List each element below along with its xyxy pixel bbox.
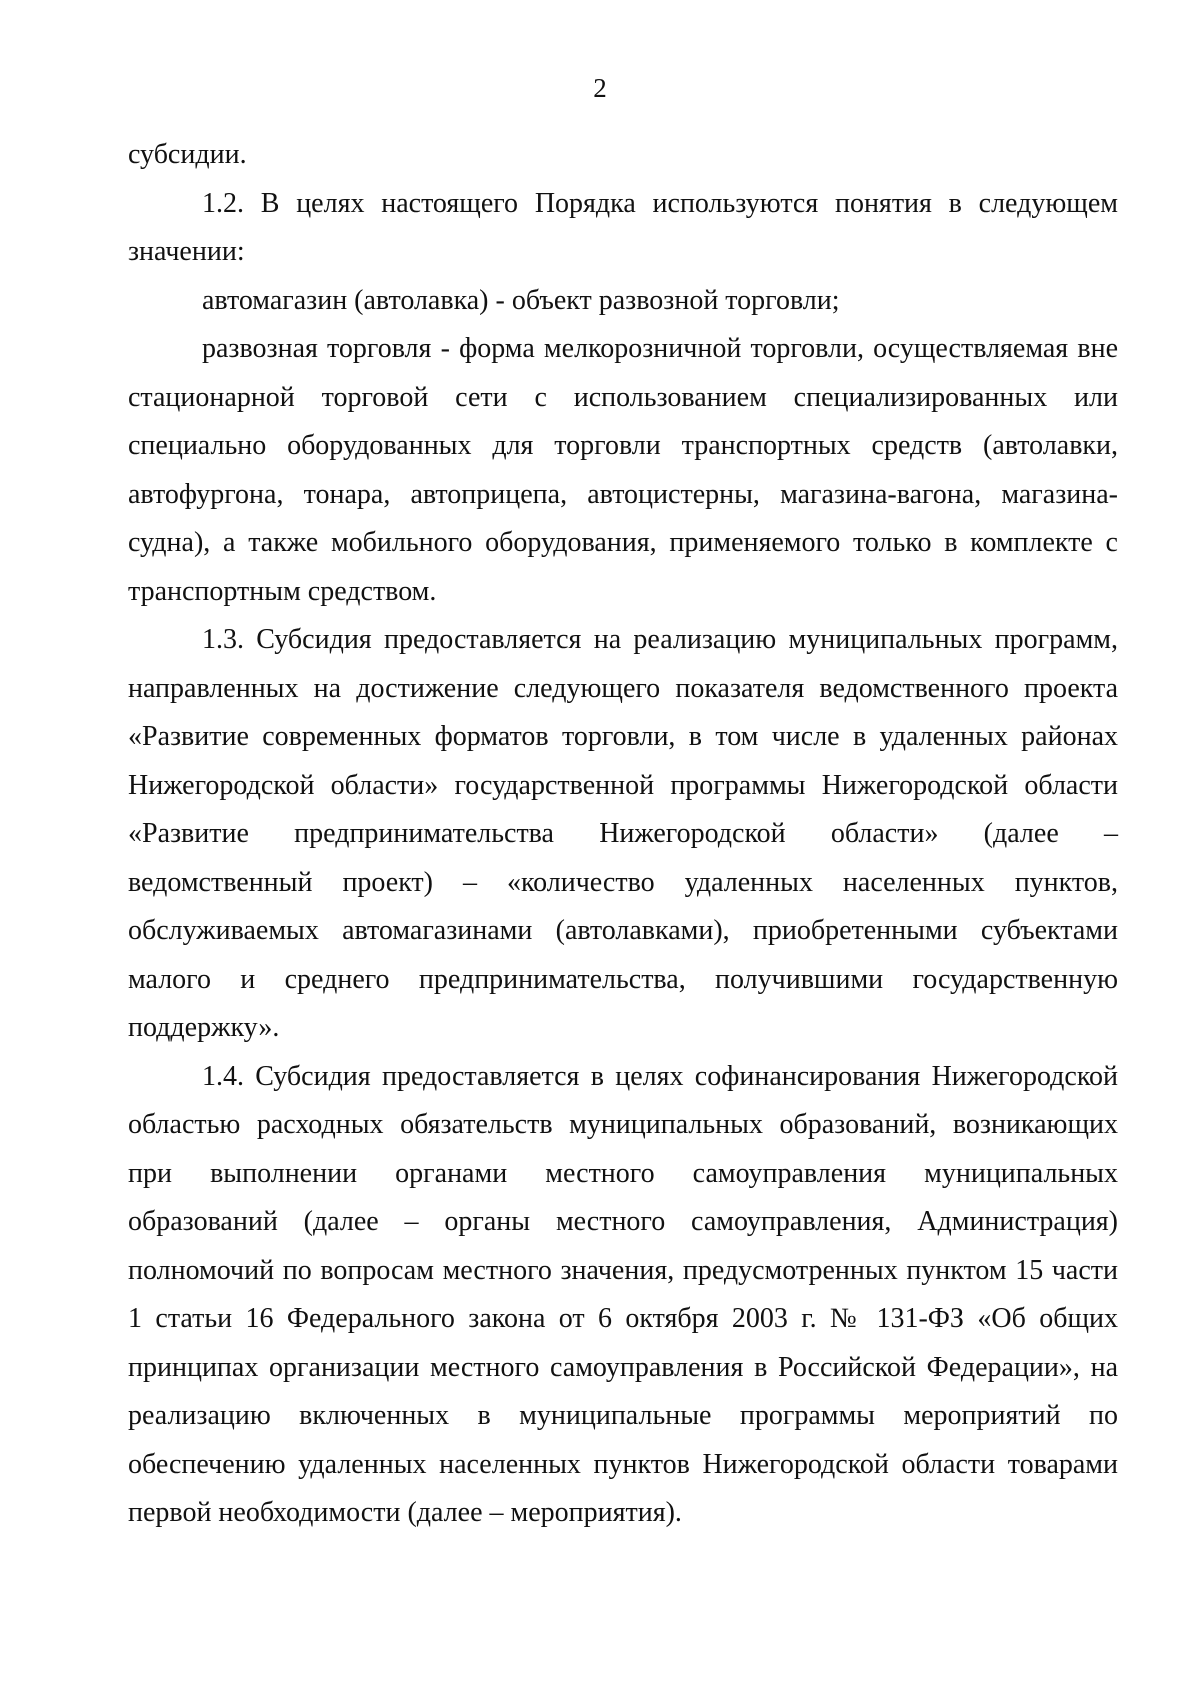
paragraph-1-2: 1.2. В целях настоящего Порядка используются понятия в следующем значении: (128, 187, 1118, 267)
page-number: 2 (593, 73, 607, 103)
document-body (128, 131, 1118, 1538)
paragraph-1-3: 1.3. Субсидия предоставляется на реализацию муниципальных программ, направленных на достижение следующего показателя ведомственного проекта «Развитие современных форматов торговли, в том числе в удаленных районах Нижегородской области» государственной программы Нижегородской области «Развитие предпринимательства Нижегородской области» (далее – ведомственный проект) – «количество удаленных населенных пунктов, обслуживаемых автомагазинами (автолавками), приобретенными субъектами малого и среднего предпринимательства, получившими государственную поддержку». (128, 624, 1118, 1043)
definition-automagazin: автомагазин (автолавка) - объект развозной торговли; (202, 284, 840, 316)
paragraph-1-4: 1.4. Субсидия предоставляется в целях софинансирования Нижегородской областью расходных обязательств муниципальных образований, возникающих при выполнении органами местного самоуправления муниципальных образований (далее – органы местного самоуправления, Администрация) полномочий по вопросам местного значения, предусмотренных пунктом 15 части 1 статьи 16 Федерального закона от 6 октября 2003 г. № 131-ФЗ «Об общих принципах организации местного самоуправления в Российской Федерации», на реализацию включенных в муниципальные программы мероприятий по обеспечению удаленных населенных пунктов Нижегородской области товарами первой необходимости (далее – мероприятия). (128, 1060, 1118, 1528)
definition-razvoznaya-torgovlya: развозная торговля - форма мелкорозничной торговли, осуществляемая вне стационарной торговой сети с использованием специализированных или специально оборудованных для торговли транспортных средств (автолавки, автофургона, тонара, автоприцепа, автоцистерны, магазина-вагона, магазина-судна), а также мобильного оборудования, применяемого только в комплекте с транспортным средством. (128, 333, 1118, 607)
paragraph-continuation: субсидии. (128, 139, 247, 170)
